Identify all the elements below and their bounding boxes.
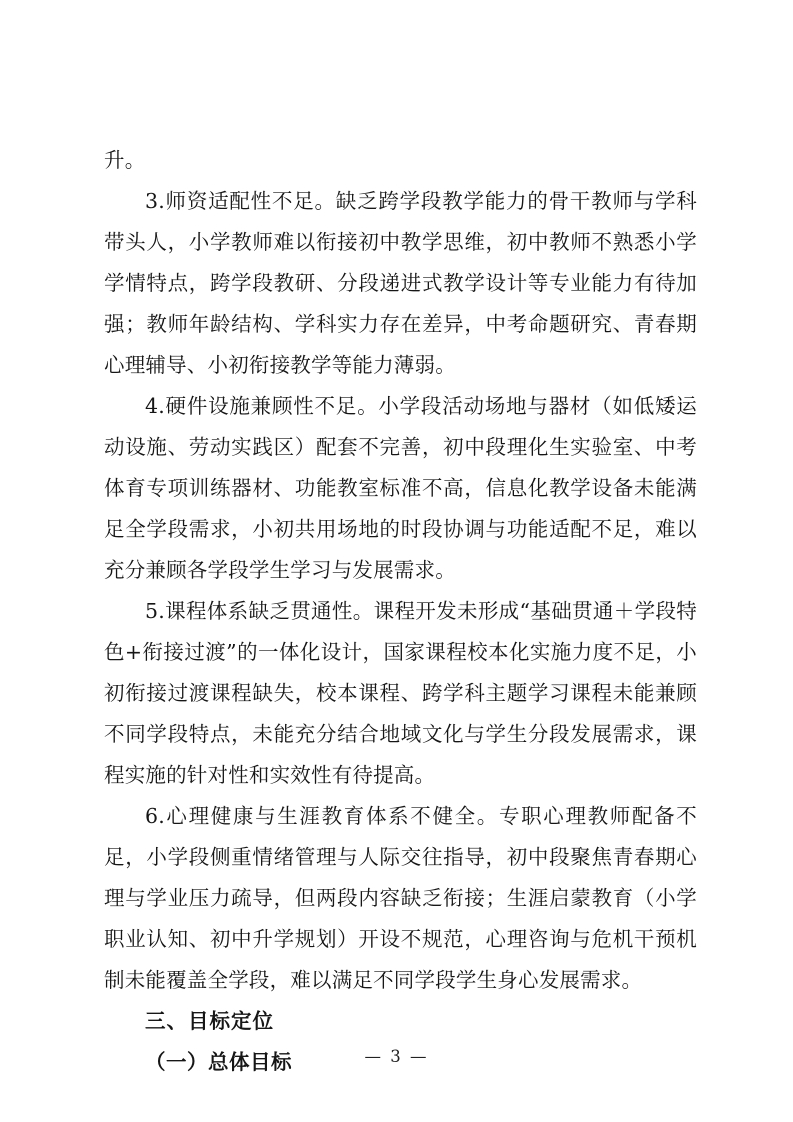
paragraph-item-5: 5.课程体系缺乏贯通性。课程开发未形成“基础贯通＋学段特色+衔接过渡”的一体化设计，国家课程校本化实施力度不足，小初衔接过渡课程缺失，校本课程、跨学科主题学习课程未能兼顾不同学段特点，未能充分结合地域文化与学生分段发展需求，课程实施的针对性和实效性有待提高。 xyxy=(104,599,697,787)
paragraph-item-6: 6.心理健康与生涯教育体系不健全。专职心理教师配备不足，小学段侧重情绪管理与人际交往指导，初中段聚焦青春期心理与学业压力疏导，但两段内容缺乏衔接；生涯启蒙教育（小学职业认知、初中升学规划）开设不规范，心理咨询与危机干预机制未能覆盖全学段，难以满足不同学段学生身心发展需求。 xyxy=(104,804,697,992)
paragraph-item-3: 3.师资适配性不足。缺乏跨学段教学能力的骨干教师与学科带头人，小学教师难以衔接初中教学思维，初中教师不熟悉小学学情特点，跨学段教研、分段递进式教学设计等专业能力有待加强；教师年龄结构、学科实力存在差异，中考命题研究、青春期心理辅导、小初衔接教学等能力薄弱。 xyxy=(104,189,697,377)
document-body xyxy=(104,140,697,1083)
paragraph-item-4: 4.硬件设施兼顾性不足。小学段活动场地与器材（如低矮运动设施、劳动实践区）配套不完善，初中段理化生实验室、中考体育专项训练器材、功能教室标准不高，信息化教学设备未能满足全学段需求，小初共用场地的时段协调与功能适配不足，难以充分兼顾各学段学生学习与发展需求。 xyxy=(104,394,697,582)
subsection-heading-one: （一）总体目标 xyxy=(145,1050,292,1074)
page-number-footer: — 3 — xyxy=(364,1047,429,1066)
paragraph-continuation: 升。 xyxy=(104,148,146,172)
section-heading-three: 三、目标定位 xyxy=(145,1009,274,1033)
